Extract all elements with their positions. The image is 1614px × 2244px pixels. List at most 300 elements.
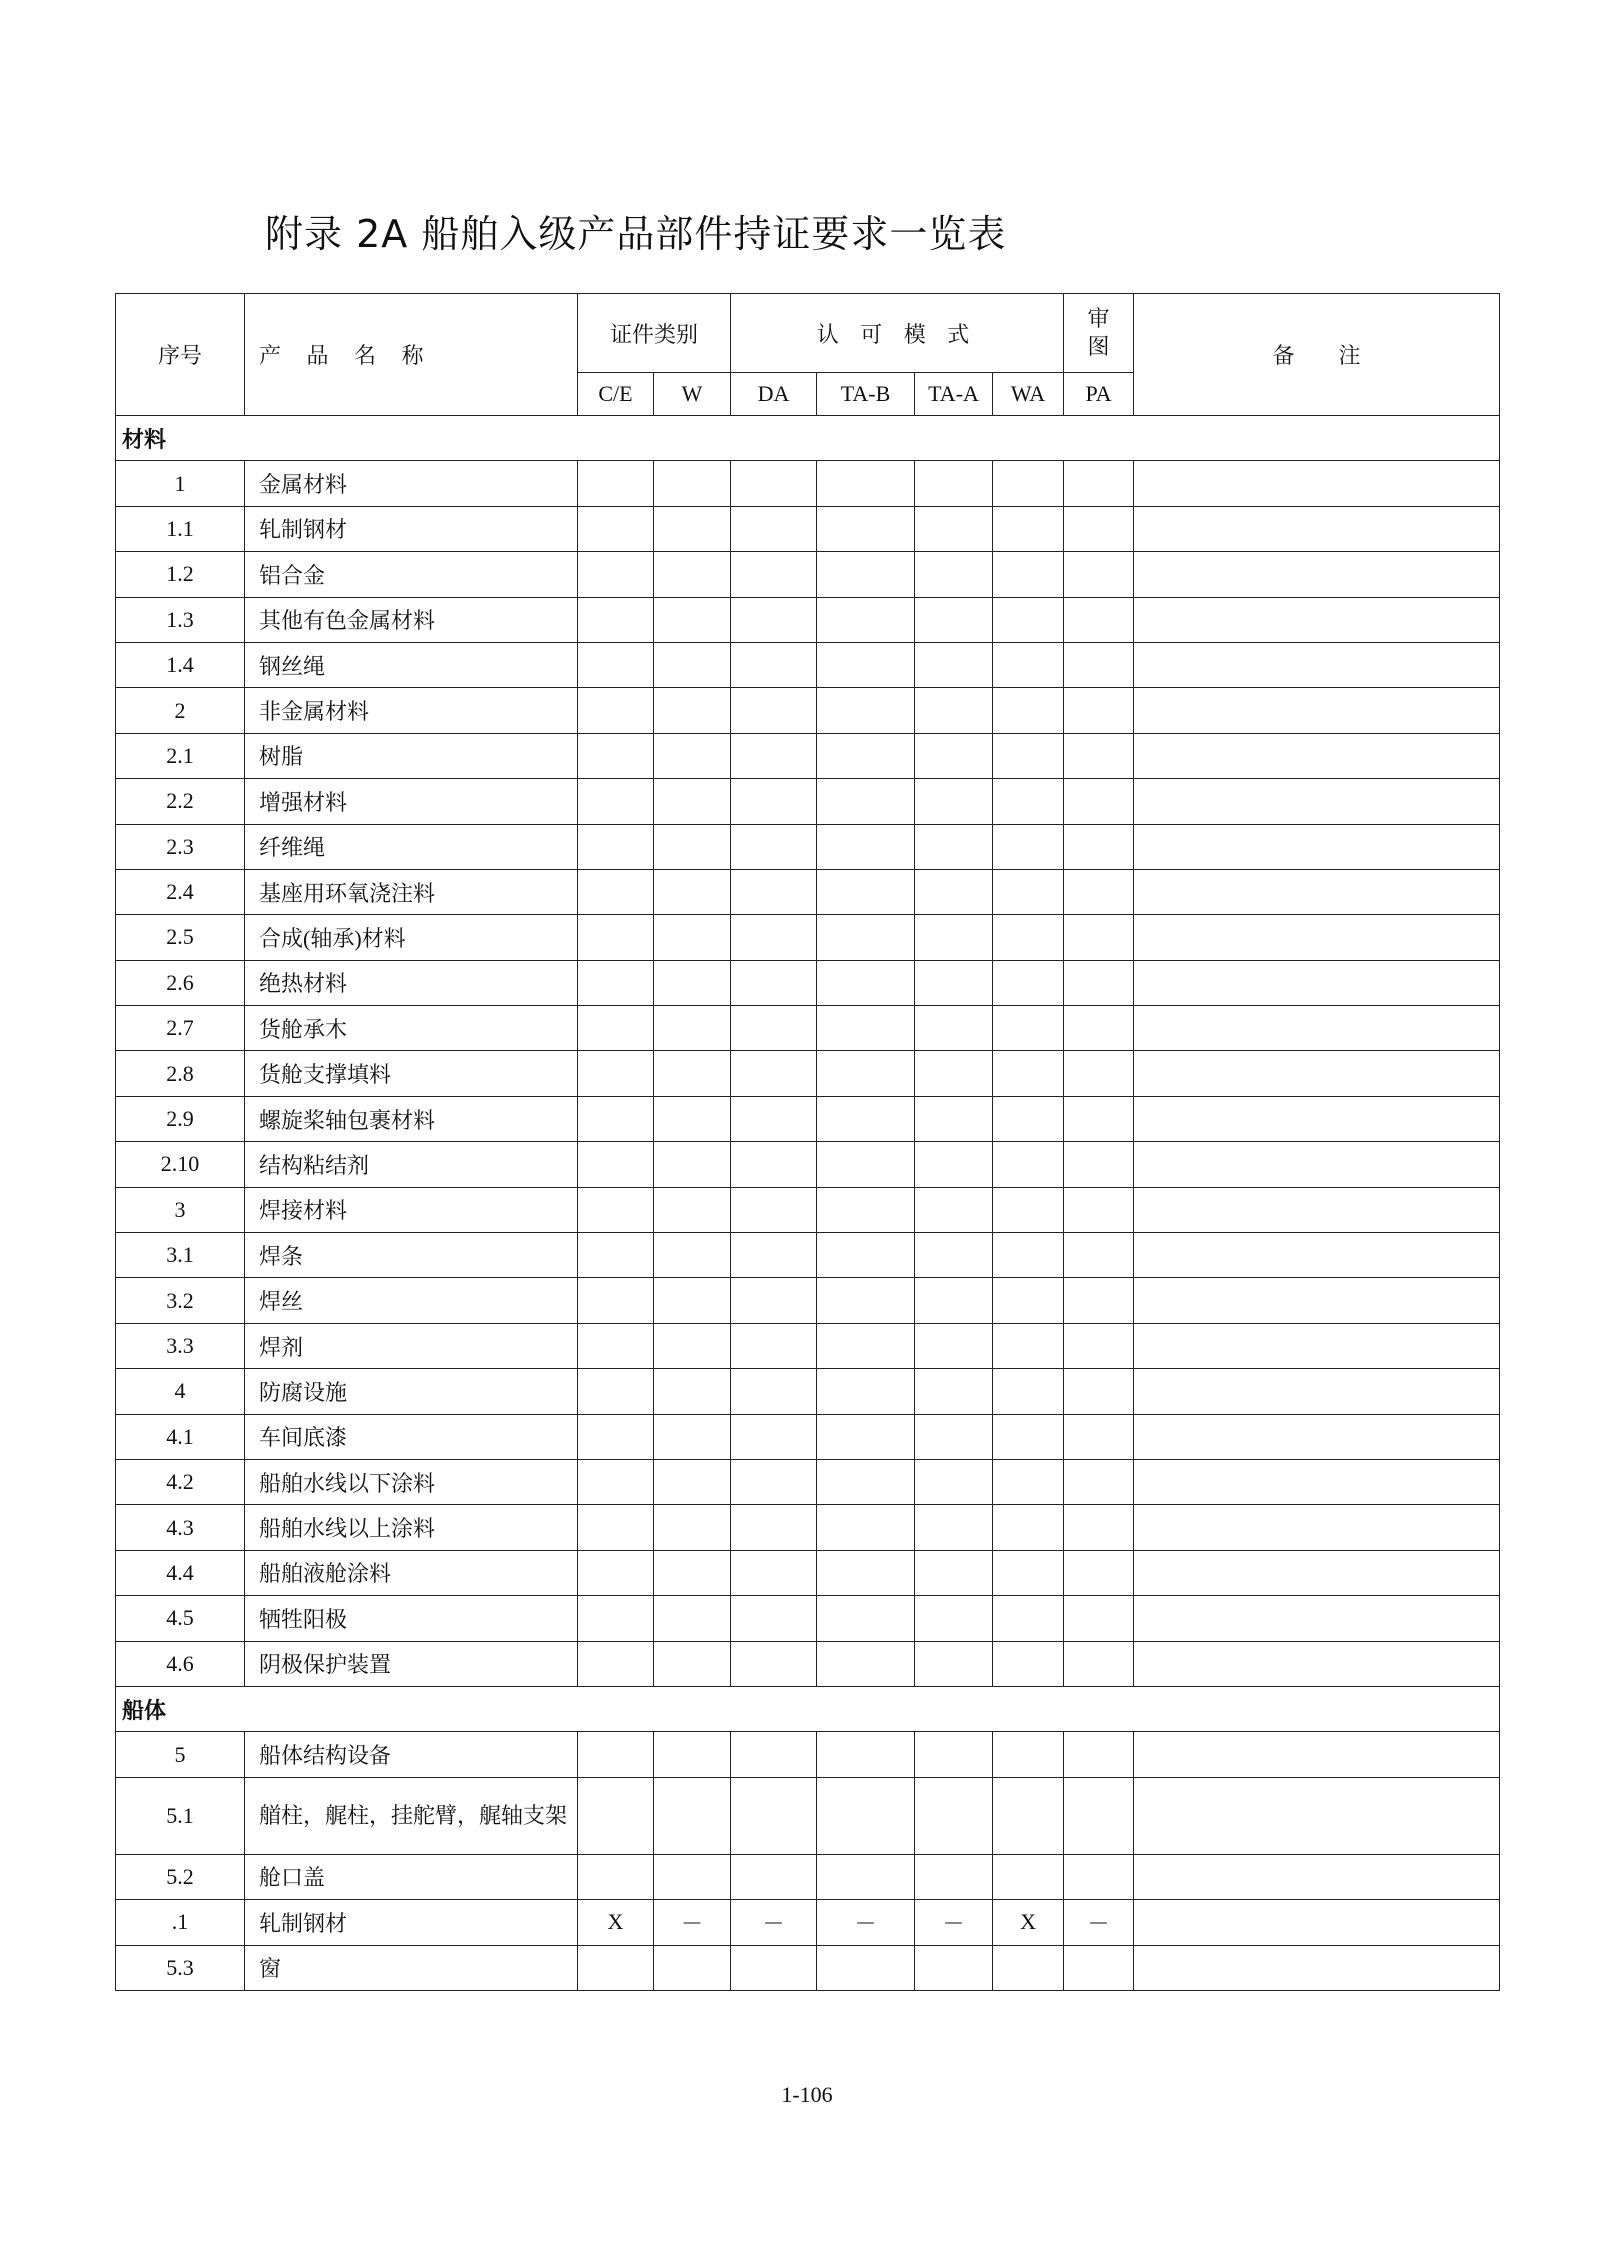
requirement-cell	[1064, 1006, 1134, 1051]
remark-cell	[1134, 779, 1500, 824]
table-row	[116, 1278, 1500, 1323]
header-row-1	[116, 294, 1500, 373]
header-sub-ta-a: TA-A	[915, 373, 993, 416]
requirement-cell: －	[915, 1900, 993, 1945]
requirement-cell	[731, 869, 817, 914]
requirement-cell	[915, 824, 993, 869]
requirement-cell: －	[817, 1900, 915, 1945]
product-name: 船体结构设备	[245, 1732, 578, 1777]
table-row	[116, 642, 1500, 687]
requirement-cell	[993, 869, 1064, 914]
product-name: 船舶水线以下涂料	[245, 1459, 578, 1504]
remark-cell	[1134, 915, 1500, 960]
requirement-cell	[1064, 824, 1134, 869]
requirement-cell	[1064, 779, 1134, 824]
requirement-cell	[578, 869, 654, 914]
requirement-cell	[731, 1550, 817, 1595]
requirement-cell	[1064, 461, 1134, 506]
table-row	[116, 733, 1500, 778]
requirement-cell	[817, 1505, 915, 1550]
requirement-cell	[915, 869, 993, 914]
requirement-cell	[1064, 1945, 1134, 1990]
remark-cell	[1134, 1550, 1500, 1595]
requirement-cell	[654, 597, 731, 642]
row-number: 2.8	[116, 1051, 245, 1096]
requirement-cell	[654, 1945, 731, 1990]
remark-cell	[1134, 688, 1500, 733]
product-name: 轧制钢材	[245, 1900, 578, 1945]
requirement-cell	[817, 1096, 915, 1141]
product-name: 树脂	[245, 733, 578, 778]
requirement-cell	[578, 688, 654, 733]
requirement-cell	[993, 1233, 1064, 1278]
row-number: 2.9	[116, 1096, 245, 1141]
requirement-cell	[915, 1596, 993, 1641]
remark-cell	[1134, 1641, 1500, 1686]
requirement-cell	[578, 506, 654, 551]
table-row	[116, 688, 1500, 733]
product-name: 货舱承木	[245, 1006, 578, 1051]
remark-cell	[1134, 1459, 1500, 1504]
requirement-cell	[731, 824, 817, 869]
remark-cell	[1134, 461, 1500, 506]
requirement-cell	[915, 688, 993, 733]
requirement-cell: X	[578, 1900, 654, 1945]
remark-cell	[1134, 1006, 1500, 1051]
requirement-cell	[817, 1142, 915, 1187]
requirement-cell	[578, 1187, 654, 1232]
requirement-cell	[993, 506, 1064, 551]
requirement-cell	[993, 733, 1064, 778]
product-name: 轧制钢材	[245, 506, 578, 551]
requirement-cell	[993, 597, 1064, 642]
requirement-cell	[731, 1777, 817, 1854]
remark-cell	[1134, 1732, 1500, 1777]
remark-cell	[1134, 642, 1500, 687]
requirement-cell	[731, 642, 817, 687]
requirement-cell	[731, 1854, 817, 1899]
requirement-cell: －	[1064, 1900, 1134, 1945]
requirement-cell	[1064, 1323, 1134, 1368]
requirement-cell	[654, 642, 731, 687]
row-number: .1	[116, 1900, 245, 1945]
remark-cell	[1134, 1505, 1500, 1550]
table-row	[116, 1414, 1500, 1459]
requirement-cell	[993, 461, 1064, 506]
requirement-cell	[1064, 1459, 1134, 1504]
requirement-cell	[654, 1550, 731, 1595]
requirement-cell	[654, 869, 731, 914]
requirement-cell	[993, 1278, 1064, 1323]
row-number: 3	[116, 1187, 245, 1232]
remark-cell	[1134, 960, 1500, 1005]
remark-cell	[1134, 1414, 1500, 1459]
table-row	[116, 1233, 1500, 1278]
requirement-cell	[993, 1006, 1064, 1051]
row-number: 2.6	[116, 960, 245, 1005]
requirement-cell	[578, 733, 654, 778]
requirement-cell	[993, 1096, 1064, 1141]
remark-cell	[1134, 869, 1500, 914]
requirement-cell	[915, 1323, 993, 1368]
requirement-cell	[817, 552, 915, 597]
table-row	[116, 915, 1500, 960]
requirement-cell	[915, 1550, 993, 1595]
product-name: 焊丝	[245, 1278, 578, 1323]
remark-cell	[1134, 1777, 1500, 1854]
requirement-cell	[1064, 1278, 1134, 1323]
requirement-cell	[993, 1369, 1064, 1414]
requirement-cell	[817, 506, 915, 551]
requirement-cell	[817, 1323, 915, 1368]
table-row	[116, 1369, 1500, 1414]
header-seq: 序号	[116, 294, 245, 416]
requirement-cell	[915, 1187, 993, 1232]
table-row	[116, 1096, 1500, 1141]
requirement-cell	[731, 1142, 817, 1187]
requirement-cell	[817, 1187, 915, 1232]
table-row	[116, 1945, 1500, 1990]
requirement-cell	[654, 1323, 731, 1368]
requirement-cell	[993, 1051, 1064, 1096]
remark-cell	[1134, 552, 1500, 597]
row-number: 5.2	[116, 1854, 245, 1899]
requirement-cell	[654, 1187, 731, 1232]
requirement-cell	[731, 779, 817, 824]
row-number: 3.1	[116, 1233, 245, 1278]
requirement-cell	[817, 1278, 915, 1323]
product-name: 艏柱，艉柱，挂舵臂，艉轴支架	[245, 1777, 578, 1854]
requirement-cell	[578, 552, 654, 597]
page-title: 附录 2A 船舶入级产品部件持证要求一览表	[265, 212, 1007, 256]
product-name: 基座用环氧浇注料	[245, 869, 578, 914]
table-row	[116, 597, 1500, 642]
requirement-cell	[1064, 506, 1134, 551]
requirement-cell	[578, 1550, 654, 1595]
requirement-cell	[993, 1414, 1064, 1459]
requirement-cell	[654, 688, 731, 733]
requirement-cell	[578, 1278, 654, 1323]
requirement-cell	[817, 1596, 915, 1641]
requirement-cell	[993, 688, 1064, 733]
requirement-cell	[654, 461, 731, 506]
table-row	[116, 506, 1500, 551]
remark-cell	[1134, 506, 1500, 551]
remark-cell	[1134, 1278, 1500, 1323]
requirement-cell	[1064, 1641, 1134, 1686]
requirement-cell	[654, 915, 731, 960]
requirement-cell	[731, 1278, 817, 1323]
requirement-cell	[1064, 1187, 1134, 1232]
table-row	[116, 824, 1500, 869]
requirement-cell	[915, 1006, 993, 1051]
remark-cell	[1134, 1187, 1500, 1232]
requirement-cell	[654, 1732, 731, 1777]
row-number: 1	[116, 461, 245, 506]
remark-cell	[1134, 1945, 1500, 1990]
header-plan-review: 审图	[1064, 294, 1134, 373]
requirement-cell	[731, 1369, 817, 1414]
requirement-cell	[915, 597, 993, 642]
requirement-cell	[993, 915, 1064, 960]
requirement-cell	[578, 1945, 654, 1990]
requirement-cell	[817, 1414, 915, 1459]
requirement-cell	[817, 1777, 915, 1854]
requirement-cell	[731, 1459, 817, 1504]
requirement-cell	[993, 1732, 1064, 1777]
row-number: 5	[116, 1732, 245, 1777]
row-number: 4.1	[116, 1414, 245, 1459]
requirement-cell	[731, 506, 817, 551]
table-row	[116, 1142, 1500, 1187]
row-number: 2.7	[116, 1006, 245, 1051]
requirement-cell	[578, 1142, 654, 1187]
requirement-cell	[1064, 1096, 1134, 1141]
requirement-cell	[731, 733, 817, 778]
row-number: 4.5	[116, 1596, 245, 1641]
table-row	[116, 461, 1500, 506]
product-name: 窗	[245, 1945, 578, 1990]
requirement-cell	[578, 597, 654, 642]
requirement-cell	[578, 1459, 654, 1504]
requirement-cell	[915, 461, 993, 506]
requirement-cell	[993, 1945, 1064, 1990]
requirement-cell	[578, 960, 654, 1005]
requirement-cell	[993, 1323, 1064, 1368]
requirement-cell	[654, 506, 731, 551]
requirement-cell	[731, 1006, 817, 1051]
requirement-cell	[817, 597, 915, 642]
header-sub-ce: C/E	[578, 373, 654, 416]
requirement-cell	[915, 1233, 993, 1278]
requirement-cell	[993, 1641, 1064, 1686]
requirement-cell	[817, 1732, 915, 1777]
row-number: 2.4	[116, 869, 245, 914]
header-name: 产 品 名 称	[245, 294, 578, 416]
requirement-cell	[1064, 1369, 1134, 1414]
product-name: 合成(轴承)材料	[245, 915, 578, 960]
requirement-cell	[817, 461, 915, 506]
requirement-cell	[915, 1641, 993, 1686]
requirement-cell	[817, 869, 915, 914]
product-name: 船舶水线以上涂料	[245, 1505, 578, 1550]
requirement-cell	[993, 824, 1064, 869]
product-name: 阴极保护装置	[245, 1641, 578, 1686]
row-number: 4.2	[116, 1459, 245, 1504]
product-name: 钢丝绳	[245, 642, 578, 687]
requirement-cell	[817, 1006, 915, 1051]
requirement-cell	[654, 779, 731, 824]
requirement-cell	[1064, 1777, 1134, 1854]
requirement-cell	[731, 461, 817, 506]
requirement-cell	[578, 1641, 654, 1686]
product-name: 货舱支撑填料	[245, 1051, 578, 1096]
requirement-cell	[993, 552, 1064, 597]
requirement-cell	[731, 1945, 817, 1990]
header-sub-pa: PA	[1064, 373, 1134, 416]
requirement-cell	[915, 1278, 993, 1323]
requirement-cell	[654, 1414, 731, 1459]
requirement-cell	[654, 1596, 731, 1641]
requirement-cell	[654, 1641, 731, 1686]
requirement-cell	[731, 552, 817, 597]
row-number: 3.2	[116, 1278, 245, 1323]
header-sub-wa: WA	[993, 373, 1064, 416]
requirement-cell	[1064, 733, 1134, 778]
requirement-cell	[915, 1051, 993, 1096]
requirement-cell	[578, 461, 654, 506]
product-name: 绝热材料	[245, 960, 578, 1005]
requirement-cell: X	[993, 1900, 1064, 1945]
table-row	[116, 1900, 1500, 1945]
requirement-cell	[1064, 1051, 1134, 1096]
page-number: 1-106	[781, 2082, 833, 2107]
requirement-cell	[731, 1323, 817, 1368]
product-name: 焊接材料	[245, 1187, 578, 1232]
requirement-cell	[1064, 1596, 1134, 1641]
requirement-cell	[993, 1854, 1064, 1899]
requirement-cell	[731, 1596, 817, 1641]
requirement-cell	[915, 1142, 993, 1187]
requirement-cell	[578, 1323, 654, 1368]
row-number: 2.3	[116, 824, 245, 869]
requirement-cell	[731, 1096, 817, 1141]
requirement-cell	[1064, 1854, 1134, 1899]
product-name: 非金属材料	[245, 688, 578, 733]
requirement-cell	[817, 779, 915, 824]
requirement-cell	[654, 1505, 731, 1550]
requirement-cell	[578, 1854, 654, 1899]
remark-cell	[1134, 1096, 1500, 1141]
requirement-cell	[915, 960, 993, 1005]
remark-cell	[1134, 824, 1500, 869]
row-number: 5.3	[116, 1945, 245, 1990]
requirement-cell	[1064, 1732, 1134, 1777]
requirement-cell	[578, 1051, 654, 1096]
requirement-cell	[915, 1854, 993, 1899]
row-number: 1.3	[116, 597, 245, 642]
requirement-cell	[817, 960, 915, 1005]
requirement-cell	[731, 1233, 817, 1278]
requirement-cell	[578, 1233, 654, 1278]
requirement-cell	[915, 1459, 993, 1504]
requirement-cell	[578, 915, 654, 960]
requirement-cell	[817, 688, 915, 733]
table-row	[116, 1641, 1500, 1686]
requirement-cell	[654, 1051, 731, 1096]
requirement-cell	[993, 642, 1064, 687]
requirement-cell	[993, 1187, 1064, 1232]
product-name: 其他有色金属材料	[245, 597, 578, 642]
remark-cell	[1134, 1051, 1500, 1096]
header-remarks: 备 注	[1134, 294, 1500, 416]
requirement-cell	[1064, 869, 1134, 914]
table-row	[116, 1459, 1500, 1504]
requirement-cell	[993, 1459, 1064, 1504]
requirement-cell	[654, 1854, 731, 1899]
requirement-cell: －	[654, 1900, 731, 1945]
header-approval-mode: 认 可 模 式	[731, 294, 1064, 373]
product-name: 防腐设施	[245, 1369, 578, 1414]
requirement-cell	[817, 1854, 915, 1899]
requirement-cell	[1064, 1414, 1134, 1459]
table-row	[116, 1006, 1500, 1051]
table-row	[116, 1323, 1500, 1368]
requirement-cell	[731, 1414, 817, 1459]
requirement-cell	[654, 824, 731, 869]
row-number: 1.4	[116, 642, 245, 687]
header-sub-da: DA	[731, 373, 817, 416]
requirement-cell	[915, 1369, 993, 1414]
requirement-cell	[993, 1596, 1064, 1641]
requirement-cell	[1064, 915, 1134, 960]
requirement-cell	[817, 1369, 915, 1414]
row-number: 5.1	[116, 1777, 245, 1854]
requirement-cell	[915, 1777, 993, 1854]
table-row	[116, 1187, 1500, 1232]
product-name: 焊剂	[245, 1323, 578, 1368]
row-number: 3.3	[116, 1323, 245, 1368]
header-sub-ta-b: TA-B	[817, 373, 915, 416]
row-number: 4.4	[116, 1550, 245, 1595]
requirement-cell	[578, 1414, 654, 1459]
requirement-cell	[817, 1459, 915, 1504]
requirement-cell	[731, 915, 817, 960]
requirement-cell	[1064, 1505, 1134, 1550]
product-name: 纤维绳	[245, 824, 578, 869]
table-row	[116, 552, 1500, 597]
requirement-cell	[731, 688, 817, 733]
requirement-cell	[817, 824, 915, 869]
requirement-cell	[731, 1051, 817, 1096]
table-row	[116, 1051, 1500, 1096]
row-number: 2.2	[116, 779, 245, 824]
requirement-cell	[915, 1732, 993, 1777]
table-row	[116, 1854, 1500, 1899]
remark-cell	[1134, 733, 1500, 778]
requirement-cell	[817, 915, 915, 960]
row-number: 2.1	[116, 733, 245, 778]
remark-cell	[1134, 597, 1500, 642]
requirement-cell	[817, 733, 915, 778]
requirement-cell	[993, 1142, 1064, 1187]
section-row	[116, 1686, 1500, 1731]
requirement-cell	[654, 1006, 731, 1051]
requirement-cell	[1064, 960, 1134, 1005]
requirement-cell: －	[731, 1900, 817, 1945]
requirement-cell	[654, 960, 731, 1005]
product-name: 铝合金	[245, 552, 578, 597]
table-row	[116, 1732, 1500, 1777]
requirement-cell	[1064, 642, 1134, 687]
table-row	[116, 1550, 1500, 1595]
row-number: 4.6	[116, 1641, 245, 1686]
row-number: 2.5	[116, 915, 245, 960]
requirement-cell	[578, 1596, 654, 1641]
table-row	[116, 1777, 1500, 1854]
remark-cell	[1134, 1142, 1500, 1187]
header-cert-type: 证件类别	[578, 294, 731, 373]
remark-cell	[1134, 1854, 1500, 1899]
requirement-cell	[993, 1505, 1064, 1550]
requirement-cell	[915, 915, 993, 960]
requirement-cell	[654, 1459, 731, 1504]
requirement-cell	[915, 1945, 993, 1990]
table-row	[116, 1505, 1500, 1550]
product-name: 增强材料	[245, 779, 578, 824]
requirement-cell	[731, 960, 817, 1005]
requirement-cell	[993, 960, 1064, 1005]
